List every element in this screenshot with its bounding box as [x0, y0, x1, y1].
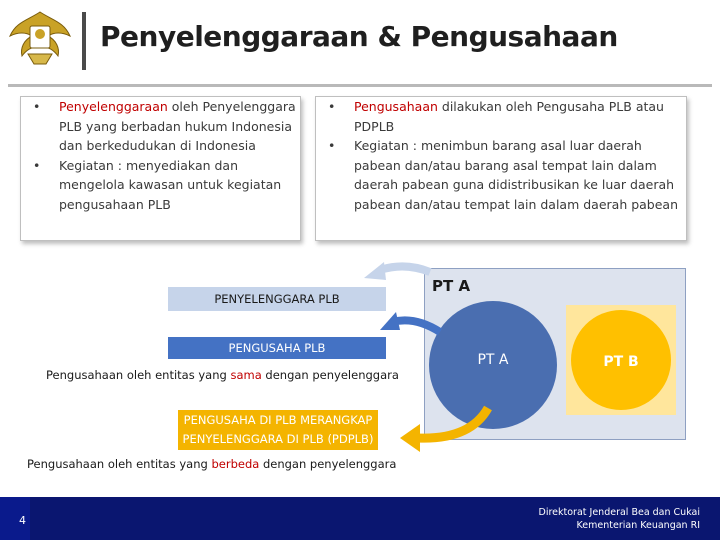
caption-text: Pengusahaan oleh entitas yang — [46, 368, 231, 382]
footer-line-2: Kementerian Keuangan RI — [576, 520, 700, 531]
list-item-text: oleh Penyelenggara PLB yang berbadan hukum Indonesia dan berkedudukan di Indonesia — [59, 99, 296, 153]
pt-b-circle: PT B — [571, 310, 671, 410]
list-item-text: Kegiatan : menyediakan dan mengelola kawasan untuk kegiatan pengusahaan PLB — [59, 157, 282, 212]
pt-a-container-label: PT A — [432, 277, 471, 295]
caption-text: dengan penyelenggara — [261, 368, 399, 382]
pengusaha-plb-bar: PENGUSAHA PLB — [168, 337, 386, 359]
pdplb-line-2: PENYELENGGARA DI PLB (PDPLB) — [182, 432, 374, 446]
footer-institution — [480, 506, 700, 532]
arrow-to-penyelenggara-icon — [364, 262, 430, 280]
caption-text: dengan penyelenggara — [259, 457, 397, 471]
page-number: 4 — [19, 514, 26, 527]
penyelenggara-plb-bar: PENYELENGGARA PLB — [168, 287, 386, 311]
caption-highlight: sama — [230, 368, 262, 382]
caption-text: Pengusahaan oleh entitas yang — [27, 457, 212, 471]
footer-line-1: Direktorat Jenderal Bea dan Cukai — [538, 507, 700, 518]
pdplb-line-1: PENGUSAHA DI PLB MERANGKAP — [183, 413, 373, 427]
highlight-term: Penyelenggaraan — [59, 99, 168, 114]
page-title: Penyelenggaraan & Pengusahaan — [100, 20, 618, 53]
arrow-to-pdplb-icon — [400, 408, 488, 452]
arrow-to-pengusaha-icon — [380, 312, 440, 332]
list-item-text: dilakukan oleh Pengusaha PLB atau PDPLB — [354, 99, 664, 134]
highlight-term: Pengusahaan — [354, 99, 438, 114]
list-item-text: Kegiatan : menimbun barang asal luar daerah pabean dan/atau barang asal tempat lain dalam daerah pabean guna didistribusikan ke luar daerah pabean dan/atau tempat lain dalam daerah pabean — [354, 138, 679, 212]
pt-a-circle: PT A — [429, 301, 557, 429]
caption-highlight: berbeda — [211, 457, 260, 471]
